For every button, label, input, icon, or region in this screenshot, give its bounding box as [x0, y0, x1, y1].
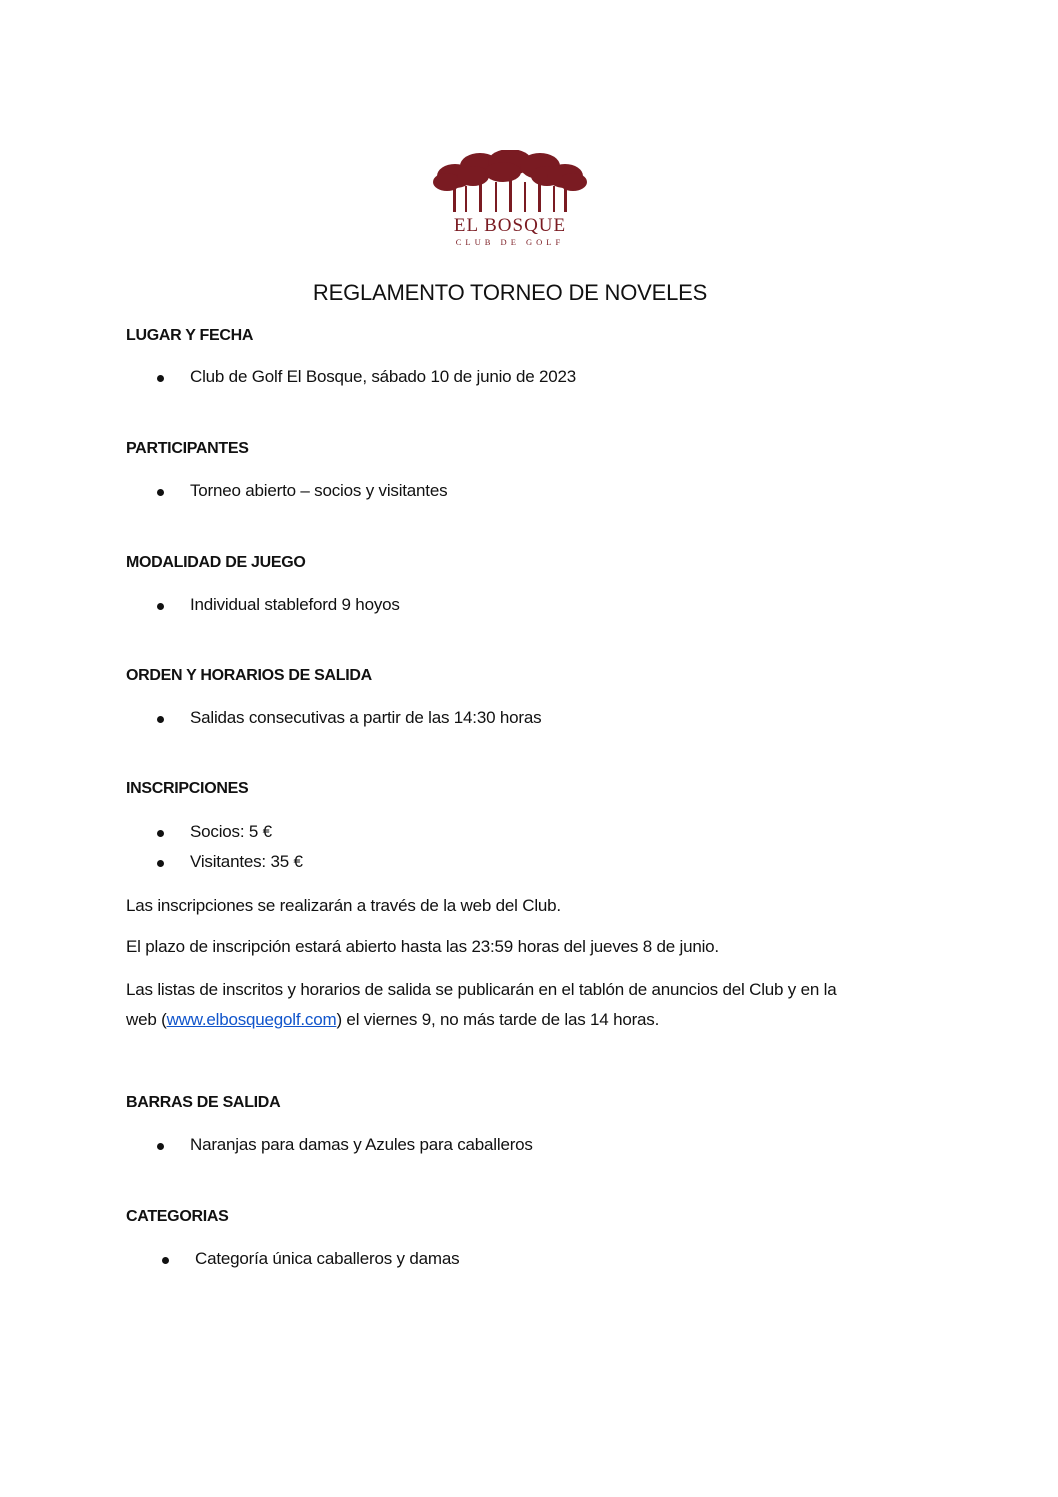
list-item-text: Torneo abierto – socios y visitantes: [190, 481, 448, 500]
bullet-icon: [157, 716, 164, 723]
logo-name: EL BOSQUE: [453, 215, 567, 236]
section-heading-participantes: PARTICIPANTES: [126, 440, 249, 457]
list-item-text: Individual stableford 9 hoyos: [190, 595, 400, 614]
list-item-text: Categoría única caballeros y damas: [195, 1249, 460, 1268]
bullet-icon: [157, 603, 164, 610]
bullet-icon: [157, 860, 164, 867]
section-heading-barras-salida: BARRAS DE SALIDA: [126, 1094, 281, 1111]
section-heading-categorias: CATEGORIAS: [126, 1208, 229, 1225]
listas-line1: Las listas de inscritos y horarios de salida se publicarán en el tablón de anuncios del Club y en la: [126, 980, 837, 999]
list-item-text: Naranjas para damas y Azules para caballeros: [190, 1135, 533, 1154]
trees-logo-icon: [425, 150, 595, 215]
bullet-icon: [157, 489, 164, 496]
paragraph-plazo-inscripcion: El plazo de inscripción estará abierto hasta las 23:59 horas del jueves 8 de junio.: [126, 937, 719, 956]
paragraph-listas: [126, 975, 976, 1035]
document-title: REGLAMENTO TORNEO DE NOVELES: [312, 280, 708, 305]
logo-subtitle: CLUB DE GOLF: [455, 237, 565, 247]
list-item-text: Socios: 5 €: [190, 822, 272, 841]
bullet-icon: [162, 1257, 169, 1264]
section-heading-modalidad: MODALIDAD DE JUEGO: [126, 554, 306, 571]
paragraph-inscripciones-web: Las inscripciones se realizarán a través de la web del Club.: [126, 896, 561, 915]
bullet-icon: [157, 1143, 164, 1150]
list-item-text: Visitantes: 35 €: [190, 852, 303, 871]
section-heading-orden-horarios: ORDEN Y HORARIOS DE SALIDA: [126, 667, 372, 684]
bullet-icon: [157, 375, 164, 382]
section-heading-lugar-fecha: LUGAR Y FECHA: [126, 327, 254, 344]
club-logo: [425, 150, 595, 250]
list-item-text: Salidas consecutivas a partir de las 14:30 horas: [190, 708, 542, 727]
bullet-icon: [157, 830, 164, 837]
listas-line2-before: web (: [126, 1010, 167, 1029]
list-item-text: Club de Golf El Bosque, sábado 10 de junio de 2023: [190, 367, 577, 386]
listas-line2-after: ) el viernes 9, no más tarde de las 14 horas.: [336, 1010, 660, 1029]
website-link[interactable]: www.elbosquegolf.com: [166, 1010, 337, 1029]
section-heading-inscripciones: INSCRIPCIONES: [126, 780, 249, 797]
